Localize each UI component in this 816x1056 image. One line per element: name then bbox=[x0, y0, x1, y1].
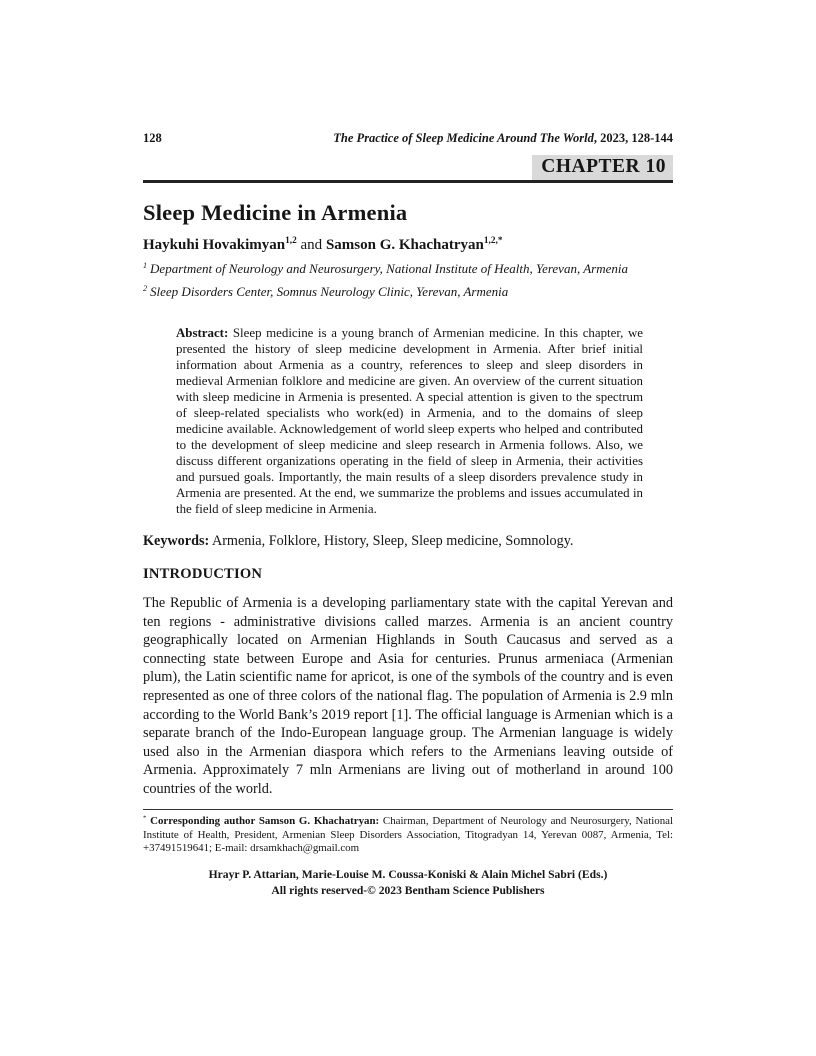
keywords bbox=[143, 533, 673, 550]
footnote-label: Corresponding author Samson G. Khachatryan: bbox=[146, 815, 380, 827]
abstract bbox=[176, 325, 643, 517]
author-2-affiliation-marks: 1,2,* bbox=[483, 236, 503, 246]
chapter-header bbox=[143, 155, 673, 187]
document-page bbox=[143, 131, 673, 799]
footnote-marker: * bbox=[143, 814, 147, 822]
affiliation-1-marker: 1 bbox=[143, 260, 148, 270]
running-title-italic: The Practice of Sleep Medicine Around The World bbox=[333, 131, 594, 145]
author-byline bbox=[143, 237, 673, 254]
author-2: Samson G. Khachatryan$^{1,2,*}$ bbox=[325, 236, 503, 253]
author-1: Haykuhi Hovakimyan$^{1,2}$ bbox=[143, 236, 297, 253]
imprint-editors: Hrayr P. Attarian, Marie-Louise M. Coussa-Koniski & Alain Michel Sabri (Eds.) bbox=[208, 867, 608, 881]
author-connector: and bbox=[296, 237, 326, 253]
chapter-rule bbox=[143, 180, 673, 183]
page-number: 128 bbox=[143, 131, 162, 145]
affiliation-2-text: Sleep Disorders Center, Somnus Neurology Clinic, Yerevan, Armenia bbox=[150, 284, 509, 299]
footnote-rule bbox=[143, 809, 673, 810]
keywords-text: Armenia, Folklore, History, Sleep, Sleep medicine, Somnology. bbox=[209, 533, 574, 549]
introduction-paragraph: The Republic of Armenia is a developing parliamentary state with the capital Yerevan and ten regions - administrative divisions called marzes. Armenia is an ancient country geographically located on Armenian Highlands in South Caucasus and served as a connecting state between Europe and Asia for centuries. Prunus armeniaca (Armenian plum), the Latin scientific name for apricot, is one of the symbols of the country and is even represented as one of three colors of the national flag. The population of Armenia is 2.9 mln according to the World Bank’s 2019 report [1]. The official language is Armenian which is a separate branch of the Indo-European language group. The Armenian language is widely used also in the Armenian diaspora which refers to the Armenians leaving outside of Armenia. Approximately 7 mln Armenians are living out of motherland in around 100 countries of the world. bbox=[143, 595, 673, 797]
imprint-rights: All rights reserved-© 2023 Bentham Science Publishers bbox=[271, 884, 545, 898]
keywords-label: Keywords: bbox=[143, 533, 210, 549]
section-heading-introduction: INTRODUCTION bbox=[143, 566, 263, 582]
affiliation-2 bbox=[143, 284, 673, 300]
abstract-label: Abstract: bbox=[176, 326, 229, 340]
affiliation-1-text: Department of Neurology and Neurosurgery, National Institute of Health, Yerevan, Armenia bbox=[150, 261, 628, 276]
running-title bbox=[162, 131, 673, 146]
running-head bbox=[143, 131, 673, 146]
page-footer bbox=[143, 809, 673, 900]
affiliation-1 bbox=[143, 261, 673, 277]
abstract-text: Sleep medicine is a young branch of Armenian medicine. In this chapter, we presented the history of sleep medicine development in Armenia. After brief initial information about Armenia as a country, references to sleep and sleep disorders in medieval Armenian folklore and medicine are given. An overview of the current situation with sleep medicine in Armenia is presented. A special attention is given to the spectrum of sleep-related specialists who work(ed) in Armenia, and to the domains of sleep medicine available. Acknowledgement of world sleep experts who helped and contributed to the development of sleep medicine and sleep research in Armenia follows. Also, we discuss different organizations operating in the field of sleep in Armenia, their activities and pursued goals. Importantly, the main results of a sleep disorders prevalence study in Armenia are presented. At the end, we summarize the problems and issues accumulated in the field of sleep medicine in Armenia. bbox=[176, 326, 643, 516]
imprint bbox=[143, 867, 673, 900]
running-title-rest: , 2023, 128-144 bbox=[593, 131, 673, 145]
chapter-badge: CHAPTER 10 bbox=[532, 155, 673, 183]
chapter-title: Sleep Medicine in Armenia bbox=[143, 200, 408, 225]
corresponding-author-footnote bbox=[143, 815, 673, 856]
footnote-text: Chairman, Department of Neurology and Neurosurgery, National Institute of Health, President, Armenian Sleep Disorders Association, Titogradyan 14, Yerevan 0087, Armenia, Tel: +37491519641; E-mail: drsamkhach@gmail.com bbox=[143, 815, 673, 855]
author-1-affiliation-marks: 1,2 bbox=[285, 236, 297, 246]
affiliation-2-marker: 2 bbox=[143, 283, 148, 293]
